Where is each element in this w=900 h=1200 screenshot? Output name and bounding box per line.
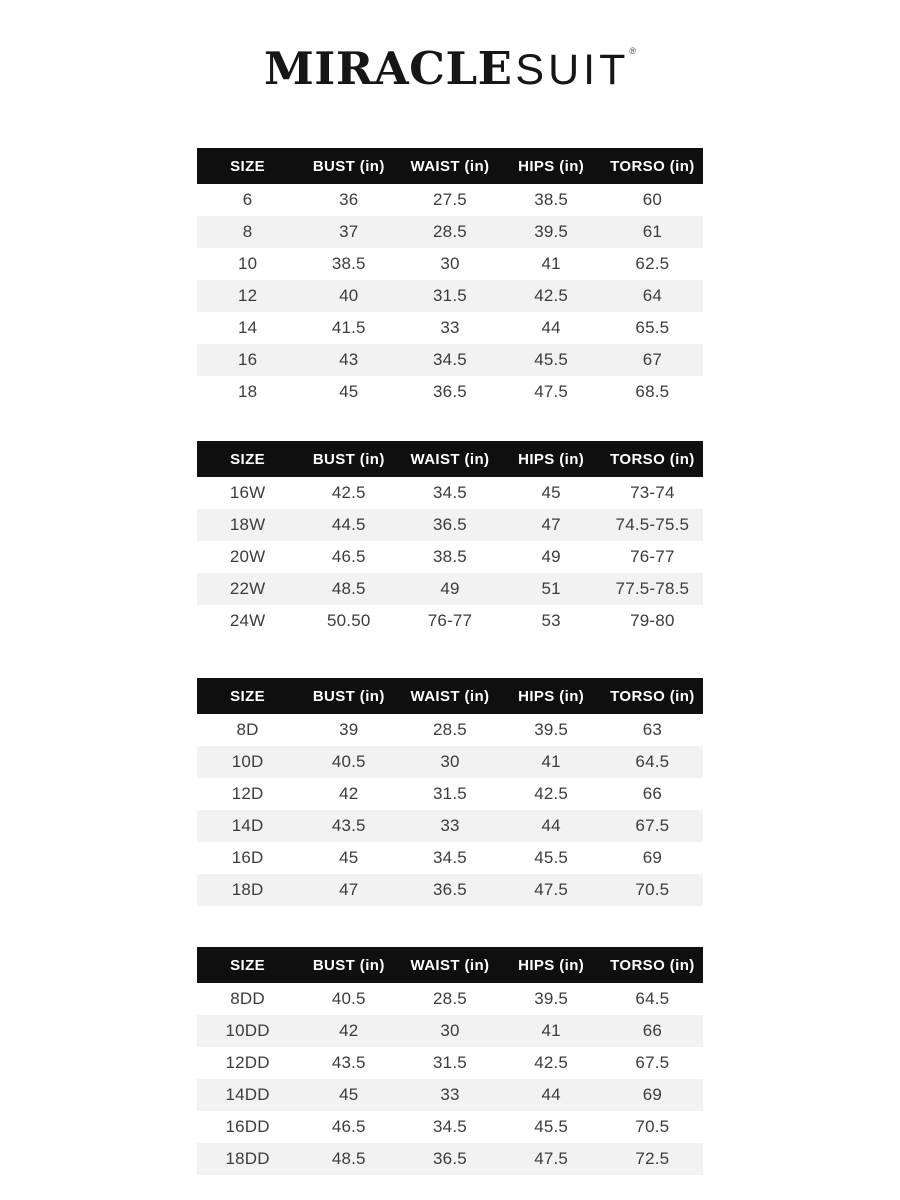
table-cell: 43.5 xyxy=(331,1053,366,1072)
table-row xyxy=(197,1015,703,1047)
table-cell: 12 xyxy=(197,280,298,312)
table-cell: 39.5 xyxy=(534,989,569,1008)
header-row xyxy=(197,441,703,477)
table-cell: 40 xyxy=(298,280,399,312)
table-cell: 10 xyxy=(237,254,258,273)
table-cell: 45 xyxy=(541,483,561,502)
column-header: BUST (in) xyxy=(298,947,399,983)
table-row xyxy=(197,1047,703,1079)
table-cell: 40.5 xyxy=(331,989,366,1008)
column-header: HIPS (in) xyxy=(501,148,602,184)
table-cell: 38.5 xyxy=(433,547,467,566)
table-cell: 18W xyxy=(197,509,298,541)
column-header: TORSO (in) xyxy=(602,947,703,983)
table-cell: 73-74 xyxy=(630,483,675,502)
table-row xyxy=(197,842,703,874)
header-row xyxy=(197,148,703,184)
table-cell: 51 xyxy=(501,573,602,605)
size-chart-table-dd-cup xyxy=(197,947,703,1175)
table-cell: 38.5 xyxy=(534,190,569,209)
table-cell: 48.5 xyxy=(298,1143,399,1175)
table-row xyxy=(197,541,703,573)
table-cell: 28.5 xyxy=(433,989,467,1008)
table-row xyxy=(197,746,703,778)
table-cell: 64 xyxy=(602,280,703,312)
table-row xyxy=(197,184,703,216)
table-cell: 46.5 xyxy=(331,547,366,566)
column-header: WAIST (in) xyxy=(399,148,500,184)
table-cell: 20W xyxy=(229,547,266,566)
table-cell: 67.5 xyxy=(602,810,703,842)
table-row xyxy=(197,312,703,344)
column-header: SIZE xyxy=(197,148,298,184)
table-cell: 62.5 xyxy=(635,254,670,273)
table-cell: 44 xyxy=(501,810,602,842)
table-cell: 38.5 xyxy=(331,254,366,273)
column-header: WAIST (in) xyxy=(399,441,500,477)
header-row xyxy=(197,947,703,983)
table-cell: 67.5 xyxy=(635,1053,670,1072)
table-cell: 36 xyxy=(339,190,359,209)
table-cell: 16 xyxy=(197,344,298,376)
table-cell: 53 xyxy=(541,611,561,630)
table-cell: 42 xyxy=(339,784,359,803)
table-cell: 31.5 xyxy=(433,1053,467,1072)
table-cell: 16DD xyxy=(225,1117,270,1136)
table-cell: 14DD xyxy=(197,1079,298,1111)
table-cell: 47.5 xyxy=(501,874,602,906)
table-cell: 74.5-75.5 xyxy=(602,509,703,541)
table-cell: 30 xyxy=(399,1015,500,1047)
table-cell: 45 xyxy=(339,382,359,401)
table-cell: 36.5 xyxy=(399,509,500,541)
table-cell: 18DD xyxy=(197,1143,298,1175)
table-cell: 70.5 xyxy=(635,1117,670,1136)
column-header: BUST (in) xyxy=(298,148,399,184)
table-cell: 45.5 xyxy=(501,344,602,376)
table-row xyxy=(197,605,703,637)
table-cell: 40.5 xyxy=(298,746,399,778)
table-cell: 42.5 xyxy=(534,1053,569,1072)
table-cell: 69 xyxy=(642,848,663,867)
table-cell: 8 xyxy=(197,216,298,248)
table-cell: 45 xyxy=(339,848,359,867)
column-header: BUST (in) xyxy=(298,441,399,477)
table-cell: 45 xyxy=(298,1079,399,1111)
table-cell: 42.5 xyxy=(331,483,366,502)
table-cell: 39.5 xyxy=(501,216,602,248)
table-row xyxy=(197,509,703,541)
table-row xyxy=(197,216,703,248)
table-cell: 60 xyxy=(642,190,663,209)
table-cell: 36.5 xyxy=(399,1143,500,1175)
table-cell: 67 xyxy=(602,344,703,376)
table-cell: 34.5 xyxy=(433,483,467,502)
column-header: SIZE xyxy=(197,441,298,477)
table-cell: 36.5 xyxy=(399,874,500,906)
table-cell: 45.5 xyxy=(534,1117,569,1136)
table-cell: 39.5 xyxy=(534,720,569,739)
table-cell: 47 xyxy=(501,509,602,541)
table-cell: 46.5 xyxy=(331,1117,366,1136)
table-cell: 33 xyxy=(399,810,500,842)
table-row xyxy=(197,248,703,280)
table-cell: 18D xyxy=(197,874,298,906)
table-cell: 30 xyxy=(399,746,500,778)
table-cell: 79-80 xyxy=(630,611,675,630)
table-cell: 12DD xyxy=(225,1053,270,1072)
table-cell: 72.5 xyxy=(602,1143,703,1175)
brand-logo-serif-text: MIRACLE xyxy=(263,42,513,95)
column-header: TORSO (in) xyxy=(602,678,703,714)
table-cell: 69 xyxy=(602,1079,703,1111)
column-header: HIPS (in) xyxy=(501,441,602,477)
table-cell: 14D xyxy=(197,810,298,842)
table-cell: 27.5 xyxy=(433,190,467,209)
table-cell: 70.5 xyxy=(602,874,703,906)
column-header: TORSO (in) xyxy=(602,441,703,477)
table-cell: 33 xyxy=(399,1079,500,1111)
table-cell: 66 xyxy=(602,1015,703,1047)
table-cell: 44 xyxy=(501,1079,602,1111)
table-cell: 49 xyxy=(399,573,500,605)
column-header: TORSO (in) xyxy=(602,148,703,184)
table-row xyxy=(197,1143,703,1175)
column-header: SIZE xyxy=(197,947,298,983)
table-cell: 10DD xyxy=(197,1015,298,1047)
table-cell: 68.5 xyxy=(635,382,670,401)
table-cell: 47 xyxy=(298,874,399,906)
table-cell: 65.5 xyxy=(635,318,670,337)
table-cell: 28.5 xyxy=(433,720,467,739)
table-cell: 41 xyxy=(541,254,561,273)
table-cell: 28.5 xyxy=(399,216,500,248)
table-row xyxy=(197,477,703,509)
table-cell: 41 xyxy=(501,1015,602,1047)
table-row xyxy=(197,573,703,605)
table-cell: 76-77 xyxy=(427,611,473,630)
column-header: WAIST (in) xyxy=(399,947,500,983)
table-cell: 50.50 xyxy=(327,611,371,630)
table-cell: 34.5 xyxy=(433,848,467,867)
table-cell: 39 xyxy=(339,720,359,739)
header-row xyxy=(197,678,703,714)
table-row xyxy=(197,983,703,1015)
table-cell: 43 xyxy=(298,344,399,376)
table-cell: 76-77 xyxy=(630,547,675,566)
table-cell: 48.5 xyxy=(298,573,399,605)
table-cell: 30 xyxy=(440,254,460,273)
brand-logo-sans-text: SUIT xyxy=(515,46,630,94)
table-cell: 77.5-78.5 xyxy=(602,573,703,605)
table-cell: 41 xyxy=(501,746,602,778)
table-cell: 49 xyxy=(541,547,561,566)
table-row xyxy=(197,280,703,312)
table-row xyxy=(197,874,703,906)
table-cell: 24W xyxy=(229,611,266,630)
table-cell: 42.5 xyxy=(501,280,602,312)
table-cell: 34.5 xyxy=(433,1117,467,1136)
column-header: SIZE xyxy=(197,678,298,714)
table-row xyxy=(197,778,703,810)
brand-logo xyxy=(0,0,900,96)
table-row xyxy=(197,1111,703,1143)
registered-trademark-icon: ® xyxy=(629,46,637,56)
table-cell: 12D xyxy=(231,784,264,803)
column-header: HIPS (in) xyxy=(501,947,602,983)
table-cell: 6 xyxy=(242,190,253,209)
table-cell: 42.5 xyxy=(534,784,569,803)
column-header: WAIST (in) xyxy=(399,678,500,714)
table-cell: 47.5 xyxy=(534,382,569,401)
table-row xyxy=(197,810,703,842)
table-cell: 47.5 xyxy=(501,1143,602,1175)
table-row xyxy=(197,1079,703,1111)
table-cell: 31.5 xyxy=(399,280,500,312)
table-row xyxy=(197,376,703,408)
table-cell: 34.5 xyxy=(399,344,500,376)
table-row xyxy=(197,344,703,376)
table-cell: 45.5 xyxy=(534,848,569,867)
table-cell: 8DD xyxy=(230,989,265,1008)
table-cell: 22W xyxy=(197,573,298,605)
table-cell: 36.5 xyxy=(433,382,467,401)
column-header: HIPS (in) xyxy=(501,678,602,714)
table-cell: 16W xyxy=(229,483,266,502)
table-cell: 16D xyxy=(231,848,264,867)
column-header: BUST (in) xyxy=(298,678,399,714)
table-cell: 10D xyxy=(197,746,298,778)
table-cell: 42 xyxy=(298,1015,399,1047)
table-cell: 8D xyxy=(236,720,259,739)
table-cell: 44.5 xyxy=(298,509,399,541)
table-cell: 61 xyxy=(602,216,703,248)
table-row xyxy=(197,714,703,746)
size-chart-table-womens xyxy=(197,441,703,637)
table-cell: 63 xyxy=(642,720,663,739)
size-chart-table-d-cup xyxy=(197,678,703,906)
table-cell: 64.5 xyxy=(635,989,670,1008)
table-cell: 43.5 xyxy=(298,810,399,842)
size-chart-table-misses xyxy=(197,148,703,408)
table-cell: 44 xyxy=(541,318,561,337)
table-cell: 14 xyxy=(237,318,258,337)
table-cell: 41.5 xyxy=(331,318,366,337)
table-cell: 64.5 xyxy=(602,746,703,778)
table-cell: 37 xyxy=(298,216,399,248)
table-cell: 31.5 xyxy=(433,784,467,803)
table-cell: 18 xyxy=(237,382,258,401)
table-cell: 66 xyxy=(642,784,663,803)
table-cell: 33 xyxy=(440,318,460,337)
